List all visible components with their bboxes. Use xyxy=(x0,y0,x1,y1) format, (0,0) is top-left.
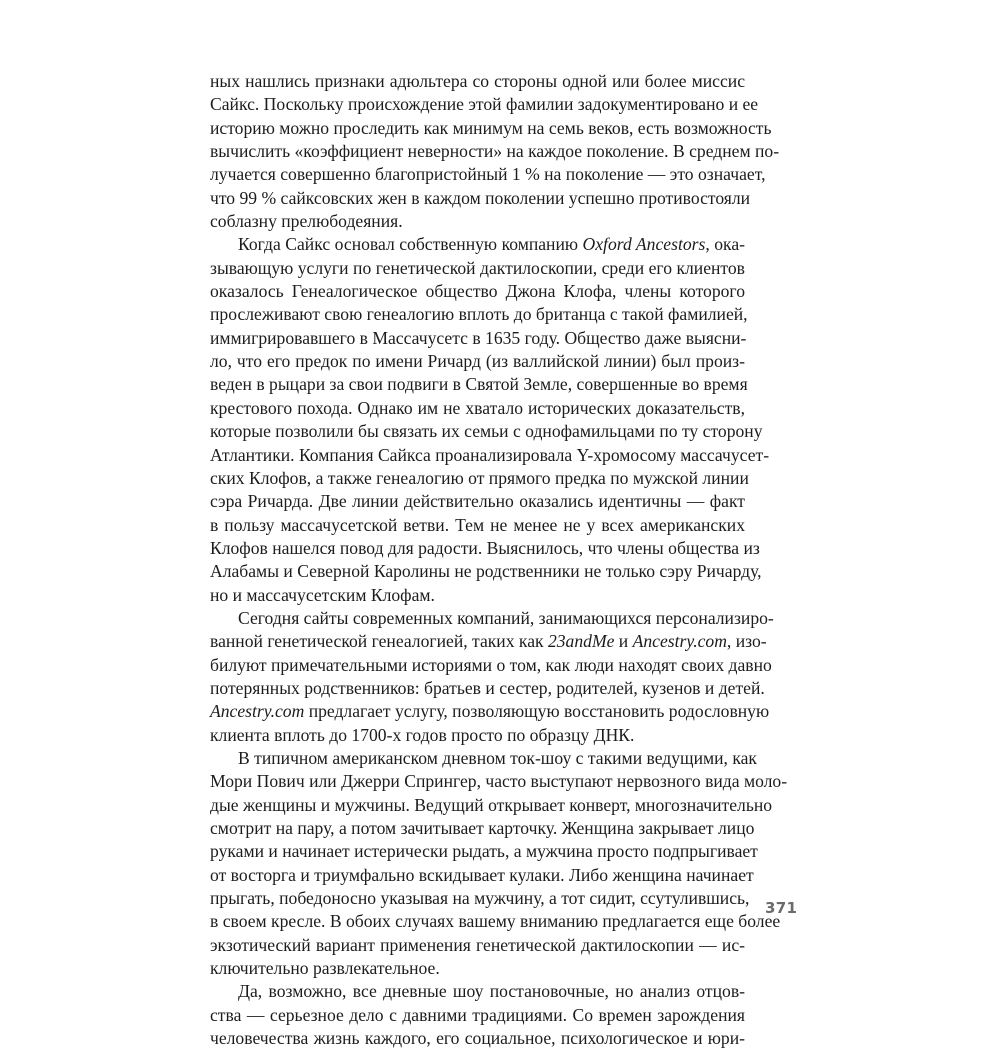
text-line: ло, что его предок по имени Ричард (из валлийской линии) был произ- xyxy=(210,351,745,372)
company-name: Ancestry.com xyxy=(210,701,305,722)
text-line: ных нашлись признаки адюльтера со стороны одной или более миссис xyxy=(210,71,745,91)
text-line: соблазну прелюбодеяния. xyxy=(210,211,403,232)
text-line: клиента вплоть до 1700-х годов просто по образцу ДНК. xyxy=(210,724,635,745)
text-line: что 99 % сайксовских жен в каждом поколении успешно противостояли xyxy=(210,187,751,208)
text-line: ских Клофов, а также генеалогию от прямого предка по мужской линии xyxy=(210,467,749,488)
text-line: В типичном американском дневном ток-шоу с такими ведущими, как xyxy=(238,747,757,768)
text-line: Да, возможно, все дневные шоу постановочные, но анализ отцов- xyxy=(238,981,745,1002)
text-line: ключительно развлекательное. xyxy=(210,958,440,979)
text-line: в пользу массачусетской ветви. Тем не менее не у всех американских xyxy=(210,514,745,535)
text-line: историю можно проследить как минимум на семь веков, есть возможность xyxy=(210,117,772,138)
text-line: сэра Ричарда. Две линии действительно оказались идентичны — факт xyxy=(210,491,745,512)
text-line: смотрит на пару, а потом зачитывает карточку. Женщина закрывает лицо xyxy=(210,818,755,838)
text-line: лучается совершенно благопристойный 1 % на поколение — это означает, xyxy=(210,164,766,185)
text-line: оказалось Генеалогическое общество Джона Клофа, члены которого xyxy=(210,281,745,302)
text-line: Сегодня сайты современных компаний, занимающихся персонализиро- xyxy=(238,607,774,628)
text-line: Когда Сайкс основал собственную компанию Oxford Ancestors, ока- xyxy=(238,234,745,255)
text-line: билуют примечательными историями о том, как люди находят своих давно xyxy=(210,654,772,675)
text-line: Ancestry.com предлагает услугу, позволяющую восстановить родословную xyxy=(210,701,770,722)
text-line: Алабамы и Северной Каролины не родственники не только сэру Ричарду, xyxy=(210,561,762,582)
company-name: 23andMe xyxy=(547,631,615,652)
text-line: Клофов нашелся повод для радости. Выяснилось, что члены общества из xyxy=(210,537,760,558)
text-line: прослеживают свою генеалогию вплоть до британца с такой фамилией, xyxy=(210,304,748,325)
text-line: веден в рыцари за свои подвиги в Святой Земле, совершенные во время xyxy=(210,374,748,395)
text-line: прыгать, победоносно указывая на мужчину, а тот сидит, ссутулившись, xyxy=(210,888,750,909)
text-line: в своем кресле. В обоих случаях вашему вниманию предлагается еще более xyxy=(210,911,781,932)
text-line: ванной генетической генеалогией, таких как 23andMe и Ancestry.com, изо- xyxy=(210,631,767,652)
text-line: человечества жизнь каждого, его социальное, психологическое и юри- xyxy=(210,1028,745,1049)
text-line: но и массачусетским Клофам. xyxy=(210,584,435,605)
text-line: крестового похода. Однако им не хватало исторических доказательств, xyxy=(210,397,745,418)
text-line: Атлантики. Компания Сайкса проанализировала Y-хромосому массачусет- xyxy=(210,444,770,465)
text-line: которые позволили бы связать их семьи с однофамильцами по ту сторону xyxy=(210,421,763,442)
text-line: Сайкс. Поскольку происхождение этой фамилии задокументировано и ее xyxy=(210,94,759,115)
company-name: Ancestry.com xyxy=(632,631,727,652)
text-line: ства — серьезное дело с давними традициями. Со времен зарождения xyxy=(210,1004,745,1025)
text-line: дые женщины и мужчины. Ведущий открывает конверт, многозначительно xyxy=(210,794,773,815)
company-name: Oxford Ancestors xyxy=(582,234,706,255)
text-line: иммигрировавшего в Массачусетс в 1635 году. Общество даже выясни- xyxy=(210,327,747,348)
page-number: 371 xyxy=(765,899,798,917)
text-line: зывающую услуги по генетической дактилоскопии, среди его клиентов xyxy=(210,257,745,278)
text-line: потерянных родственников: братьев и сестер, родителей, кузенов и детей. xyxy=(210,677,765,698)
text-line: от восторга и триумфально вскидывает кулаки. Либо женщина начинает xyxy=(210,864,754,885)
text-line: руками и начинает истерически рыдать, а мужчина просто подпрыгивает xyxy=(210,841,758,862)
text-line: Мори Пович или Джерри Спрингер, часто выступают нервозного вида моло- xyxy=(210,771,788,792)
text-line: вычислить «коэффициент неверности» на каждое поколение. В среднем по- xyxy=(210,141,780,162)
text-line: экзотический вариант применения генетической дактилоскопии — ис- xyxy=(210,934,745,955)
